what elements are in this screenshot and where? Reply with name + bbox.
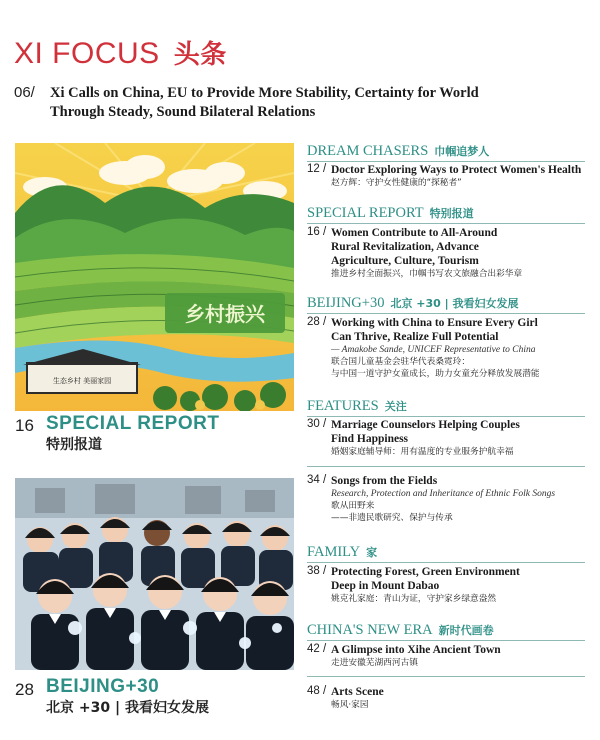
section-name-cn: 新时代画卷 [438,624,494,637]
section-title-en: XI FOCUS [14,37,160,70]
entry-title-line: Working with China to Ensure Every Girl [331,317,538,329]
section-divider [307,313,585,314]
section-divider [307,676,585,677]
entry-title-line: Doctor Exploring Ways to Protect Women's Health [331,164,582,176]
entry-attribution: — Amakobe Sande, UNICEF Representative to China [331,345,536,355]
section-title-cn: 头条 [173,40,227,70]
entry-title [331,565,589,605]
section-name-cn: 家 [366,546,378,559]
entry-title-line: Protecting Forest, Green Environment [331,566,520,578]
entry-subtitle-cn: 走进安徽芜湖西河古镇 [331,658,418,668]
entry-title-line: Songs from the Fields [331,475,438,487]
page-number: 42 / [307,643,327,655]
page-number: 38 / [307,565,327,577]
entry-title-line: Arts Scene [331,686,384,698]
section-divider [307,161,585,162]
lead-headline [50,84,479,122]
entry-title-line: Can Thrive, Realize Full Potential [331,331,499,343]
page-number: 16 / [307,226,327,238]
entry-title [331,418,589,458]
entry-title [331,226,589,280]
section-divider [307,562,585,563]
lead-headline-line2: Through Steady, Sound Bilateral Relations [50,104,316,120]
feature1-page-number: 16 [15,416,34,435]
section-divider [307,640,585,641]
entry-title-line: Women Contribute to All-Around [331,227,498,239]
page-number: 30 / [307,418,327,430]
entry-title [331,643,589,669]
section-name-cn: 北京 +30 | 我看妇女发展 [390,297,519,310]
section-name-cn: 巾帼追梦人 [434,145,490,158]
entry-title [331,163,589,189]
section-name-en: FAMILY [307,544,361,560]
entry-subtitle-en: Research, Protection and Inheritance of Ethnic Folk Songs [331,489,556,499]
feature2-page-number: 28 [15,680,34,699]
section-divider [307,223,585,224]
rural-landscape-illustration [15,143,294,411]
section-name-cn: 特别报道 [429,207,474,220]
section-divider [307,466,585,467]
entry-subtitle-cn: 与中国一道守护女童成长，助力女童充分释放发展潜能 [331,369,540,379]
section-name-en: FEATURES [307,398,379,414]
lead-headline-line1: Xi Calls on China, EU to Provide More Stability, Certainty for World [50,85,479,101]
entry-title-line: Rural Revitalization, Advance [331,241,479,253]
section-dream-chasers [307,143,489,160]
section-family [307,544,377,561]
entry-subtitle-cn: 联合国儿童基金会驻华代表桑霓玲： [331,357,470,367]
sign-text: 生态乡村 美丽家园 [52,377,112,385]
page-number: 12 / [307,163,327,175]
entry-subtitle-cn: ——非遗民歌研究、保护与传承 [331,513,453,523]
entry-subtitle-cn: 歌从田野来 [331,501,375,511]
section-name-en: DREAM CHASERS [307,143,429,159]
section-name-cn: 关注 [384,400,407,413]
girls-group-photo-illustration [15,478,294,670]
section-chinas-new-era [307,622,494,639]
entry-subtitle-cn: 畅风·家园 [331,700,369,710]
feature2-title[interactable]: BEIJING+30 [46,676,160,697]
section-features [307,398,407,415]
entry-title-line: Marriage Counselors Helping Couples [331,419,520,431]
entry-title-line: Deep in Mount Dabao [331,580,440,592]
entry-title [331,685,589,711]
section-name-en: CHINA'S NEW ERA [307,622,433,638]
feature2-subtitle: 北京 +30 | 我看妇女发展 [46,700,209,716]
section-beijing-30 [307,295,518,312]
feature1-title[interactable]: SPECIAL REPORT [46,413,220,434]
entry-title [331,316,589,380]
entry-title-line: Find Happiness [331,433,409,445]
entry-title-line: A Glimpse into Xihe Ancient Town [331,644,501,656]
page-number: 34 / [307,474,327,486]
entry-subtitle-cn: 赵方辉：守护女性健康的“探秘者” [331,178,462,188]
entry-title-line: Agriculture, Culture, Tourism [331,255,479,267]
section-name-en: SPECIAL REPORT [307,205,424,221]
page-number: 28 / [307,316,327,328]
page-number: 06/ [14,84,35,101]
banner-text: 乡村振兴 [185,302,265,326]
section-title [14,34,227,71]
entry-subtitle-cn: 推进乡村全面振兴，巾帼书写农文旅融合出彩华章 [331,269,523,279]
section-name-en: BEIJING+30 [307,295,385,311]
page-number: 48 / [307,685,327,697]
section-divider [307,416,585,417]
girls-group-photo[interactable] [15,478,294,670]
feature1-subtitle: 特别报道 [46,437,102,453]
entry-subtitle-cn: 姚克礼家庭：青山为证，守护家乡绿意盎然 [331,594,497,604]
entry-subtitle-cn: 婚姻家庭辅导师：用有温度的专业服务护航幸福 [331,447,514,457]
section-special-report [307,205,474,222]
rural-illustration-image[interactable] [15,143,294,411]
entry-title [331,474,589,524]
